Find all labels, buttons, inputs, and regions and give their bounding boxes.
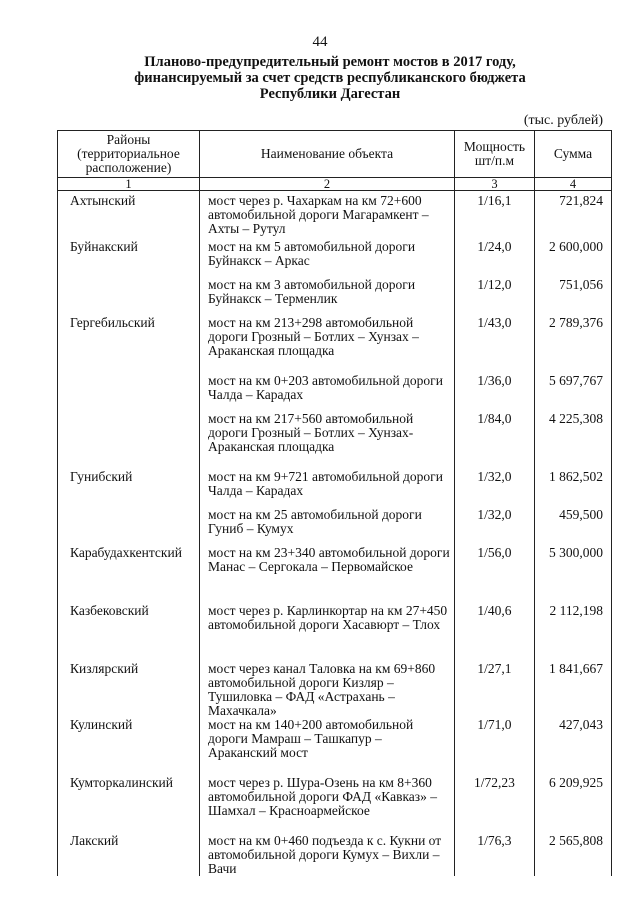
table-row — [58, 278, 612, 316]
object-cell: мост через р. Карлинкортар на км 27+450 автомобильной дороги Хасавюрт – Тлох — [200, 604, 455, 662]
title-line-1: Планово-предупредительный ремонт мостов в 2017 году, — [144, 54, 516, 70]
sum-cell: 2 789,376 — [535, 316, 612, 374]
power-cell: 1/16,1 — [455, 191, 535, 241]
table-row — [58, 412, 612, 470]
power-cell: 1/12,0 — [455, 278, 535, 316]
header-district: Районы (территориальное расположение) — [58, 131, 200, 178]
power-cell: 1/76,3 — [455, 834, 535, 876]
table-row — [58, 604, 612, 662]
power-cell: 1/36,0 — [455, 374, 535, 412]
title-line-2: финансируемый за счет средств республиканского бюджета — [134, 70, 526, 86]
table-row — [58, 662, 612, 718]
power-cell: 1/32,0 — [455, 508, 535, 546]
district-cell: Карабудахкентский — [58, 546, 200, 604]
units-label: (тыс. рублей) — [523, 113, 603, 128]
district-cell: Кумторкалинский — [58, 776, 200, 834]
power-cell: 1/72,23 — [455, 776, 535, 834]
district-cell — [58, 508, 200, 546]
document-title — [60, 54, 600, 102]
sum-cell: 5 697,767 — [535, 374, 612, 412]
sum-cell: 1 862,502 — [535, 470, 612, 508]
column-number-2: 2 — [200, 178, 455, 191]
object-cell: мост на км 0+203 автомобильной дороги Чалда – Карадах — [200, 374, 455, 412]
sum-cell: 5 300,000 — [535, 546, 612, 604]
object-cell: мост на км 140+200 автомобильной дороги Мамраш – Ташкапур – Араканский мост — [200, 718, 455, 776]
header-sum: Сумма — [535, 131, 612, 178]
district-cell — [58, 278, 200, 316]
table-row — [58, 776, 612, 834]
object-cell: мост через р. Шура-Озень на км 8+360 автомобильной дороги ФАД «Кавказ» – Шамхал – Красноармейское — [200, 776, 455, 834]
sum-cell: 4 225,308 — [535, 412, 612, 470]
table-row — [58, 834, 612, 876]
table-row — [58, 508, 612, 546]
power-cell: 1/71,0 — [455, 718, 535, 776]
district-cell: Лакский — [58, 834, 200, 876]
sum-cell: 2 112,198 — [535, 604, 612, 662]
object-cell: мост на км 217+560 автомобильной дороги Грозный – Ботлих – Хунзах-Араканская площадка — [200, 412, 455, 470]
power-cell: 1/84,0 — [455, 412, 535, 470]
sum-cell: 1 841,667 — [535, 662, 612, 718]
object-cell: мост на км 23+340 автомобильной дороги Манас – Сергокала – Первомайское — [200, 546, 455, 604]
table-row — [58, 470, 612, 508]
power-cell: 1/24,0 — [455, 240, 535, 278]
object-cell: мост на км 9+721 автомобильной дороги Чалда – Карадах — [200, 470, 455, 508]
district-cell: Гергебильский — [58, 316, 200, 374]
district-cell — [58, 374, 200, 412]
district-cell — [58, 412, 200, 470]
sum-cell: 2 600,000 — [535, 240, 612, 278]
power-cell: 1/56,0 — [455, 546, 535, 604]
table-row — [58, 718, 612, 776]
object-cell: мост на км 5 автомобильной дороги Буйнакск – Аркас — [200, 240, 455, 278]
table-row — [58, 374, 612, 412]
object-cell: мост через канал Таловка на км 69+860 автомобильной дороги Кизляр – Тушиловка – ФАД «Астрахань – Махачкала» — [200, 662, 455, 718]
table-row — [58, 546, 612, 604]
object-cell: мост на км 0+460 подъезда к с. Кукни от автомобильной дороги Кумух – Вихли – Вачи — [200, 834, 455, 876]
object-cell: мост на км 25 автомобильной дороги Гуниб – Кумух — [200, 508, 455, 546]
district-cell: Гунибский — [58, 470, 200, 508]
district-cell: Кулинский — [58, 718, 200, 776]
object-cell: мост через р. Чахаркам на км 72+600 автомобильной дороги Магарамкент – Ахты – Рутул — [200, 191, 455, 241]
district-cell: Ахтынский — [58, 191, 200, 241]
sum-cell: 427,043 — [535, 718, 612, 776]
power-cell: 1/32,0 — [455, 470, 535, 508]
sum-cell: 721,824 — [535, 191, 612, 241]
sum-cell: 751,056 — [535, 278, 612, 316]
sum-cell: 2 565,808 — [535, 834, 612, 876]
header-power: Мощность шт/п.м — [455, 131, 535, 178]
header-object: Наименование объекта — [200, 131, 455, 178]
column-number-4: 4 — [535, 178, 612, 191]
object-cell: мост на км 213+298 автомобильной дороги Грозный – Ботлих – Хунзах – Араканская площадка — [200, 316, 455, 374]
power-cell: 1/43,0 — [455, 316, 535, 374]
object-cell: мост на км 3 автомобильной дороги Буйнакск – Терменлик — [200, 278, 455, 316]
power-cell: 1/40,6 — [455, 604, 535, 662]
table-row — [58, 316, 612, 374]
sum-cell: 459,500 — [535, 508, 612, 546]
table-row — [58, 191, 612, 241]
district-cell: Кизлярский — [58, 662, 200, 718]
district-cell: Казбековский — [58, 604, 200, 662]
table-row — [58, 240, 612, 278]
power-cell: 1/27,1 — [455, 662, 535, 718]
bridge-repair-table — [57, 130, 612, 876]
page-number: 44 — [312, 34, 328, 50]
title-line-3: Республики Дагестан — [259, 86, 401, 102]
column-number-3: 3 — [455, 178, 535, 191]
sum-cell: 6 209,925 — [535, 776, 612, 834]
district-cell: Буйнакский — [58, 240, 200, 278]
column-number-1: 1 — [58, 178, 200, 191]
